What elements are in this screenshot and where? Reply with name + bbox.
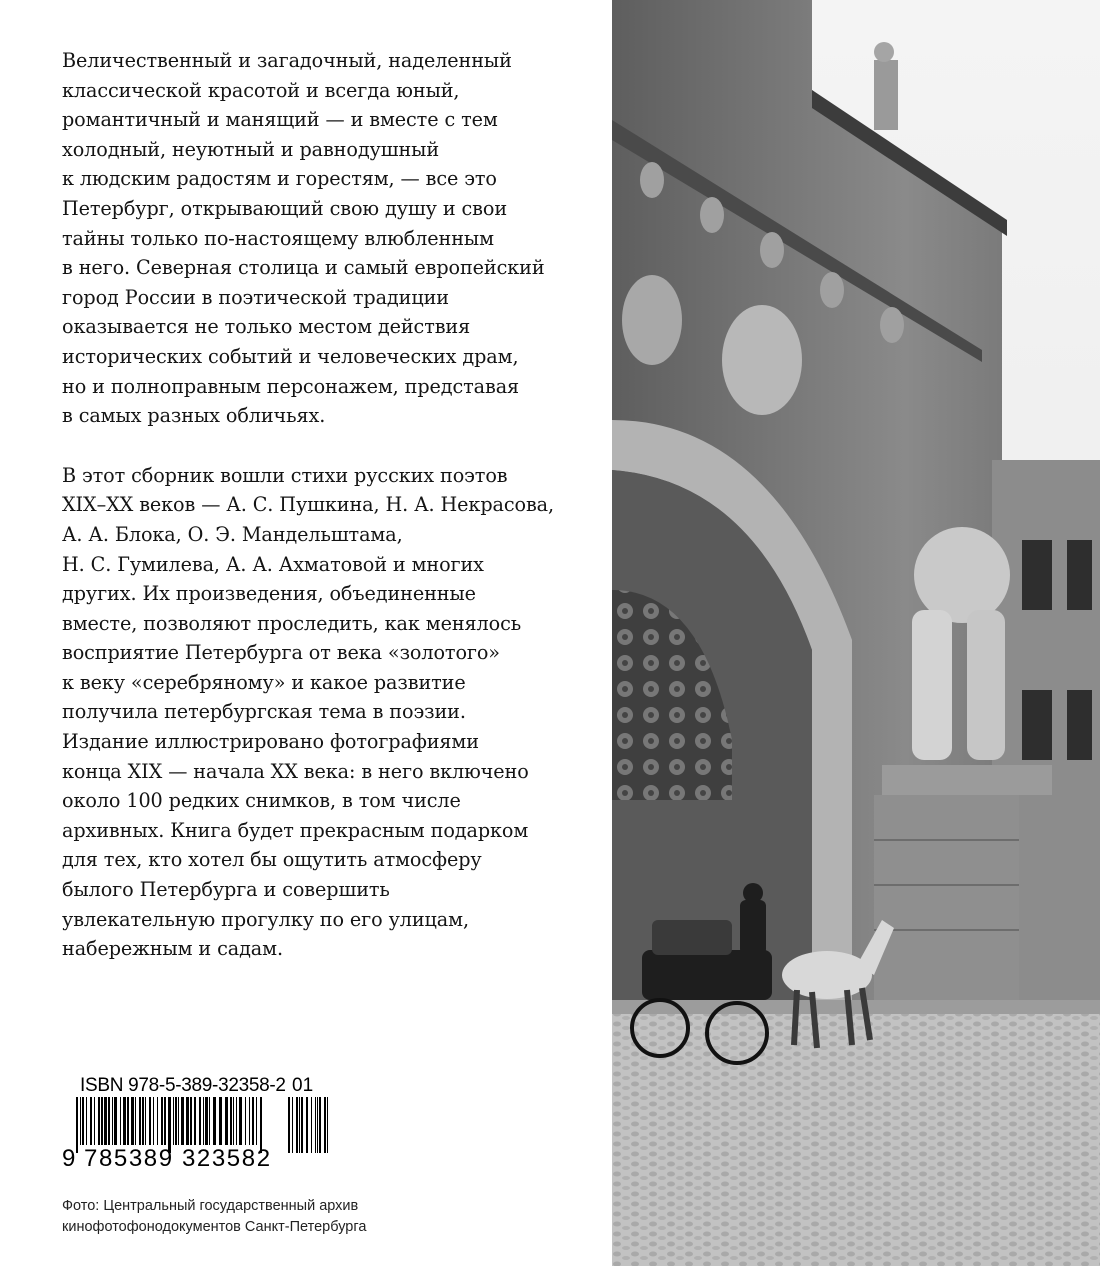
barcode-addon-code: 01 <box>292 1075 314 1096</box>
archival-photo-arch-with-carriage-icon <box>612 0 1100 1266</box>
book-blurb <box>62 46 602 964</box>
ean-digits: 785389 323582 <box>84 1145 272 1172</box>
cover-photo <box>612 0 1100 1266</box>
blurb-paragraph-2: В этот сборник вошли стихи русских поэтов XIX–XX веков — А. С. Пушкина, Н. А. Некрасова, А. А. Блока, О. Э. Мандельштама, Н. С. Гумилева, А. А. Ахматовой и многих других. Их произведения, объединенные вместе, позволяют проследить, как менялось восприятие Петербурга от века «золотого» к веку «серебряному» и какое развитие получила петербургская тема в поэзии. Издание иллюстрировано фотографиями конца XIX — начала XX века: в него включено около 100 редких снимков, в том числе архивных. Книга будет прекрасным подарком для тех, кто хотел бы ощутить атмосферу былого Петербурга и совершить увлекательную прогулку по его улицам, набережным и садам. <box>62 463 554 961</box>
blurb-paragraph-1: Величественный и загадочный, наделенный классической красотой и всегда юный, романтичный и манящий — и вместе с тем холодный, неуютный и равнодушный к людским радостям и горестям, — все это Петербург, открывающий свою душу и свои тайны только по-настоящему влюбленным в него. Северная столица и самый европейский город России в поэтической традиции оказывается не только местом действия исторических событий и человеческих драм, но и полноправным персонажем, представая в самых разных обличьях. <box>62 49 545 428</box>
photo-credit: Фото: Центральный государственный архив кинофотофонодокументов Санкт-Петербурга <box>62 1198 367 1235</box>
isbn-barcode <box>62 1075 332 1175</box>
isbn-number: ISBN 978-5-389-32358-2 <box>80 1075 286 1096</box>
ean-first-digit: 9 <box>62 1145 76 1172</box>
